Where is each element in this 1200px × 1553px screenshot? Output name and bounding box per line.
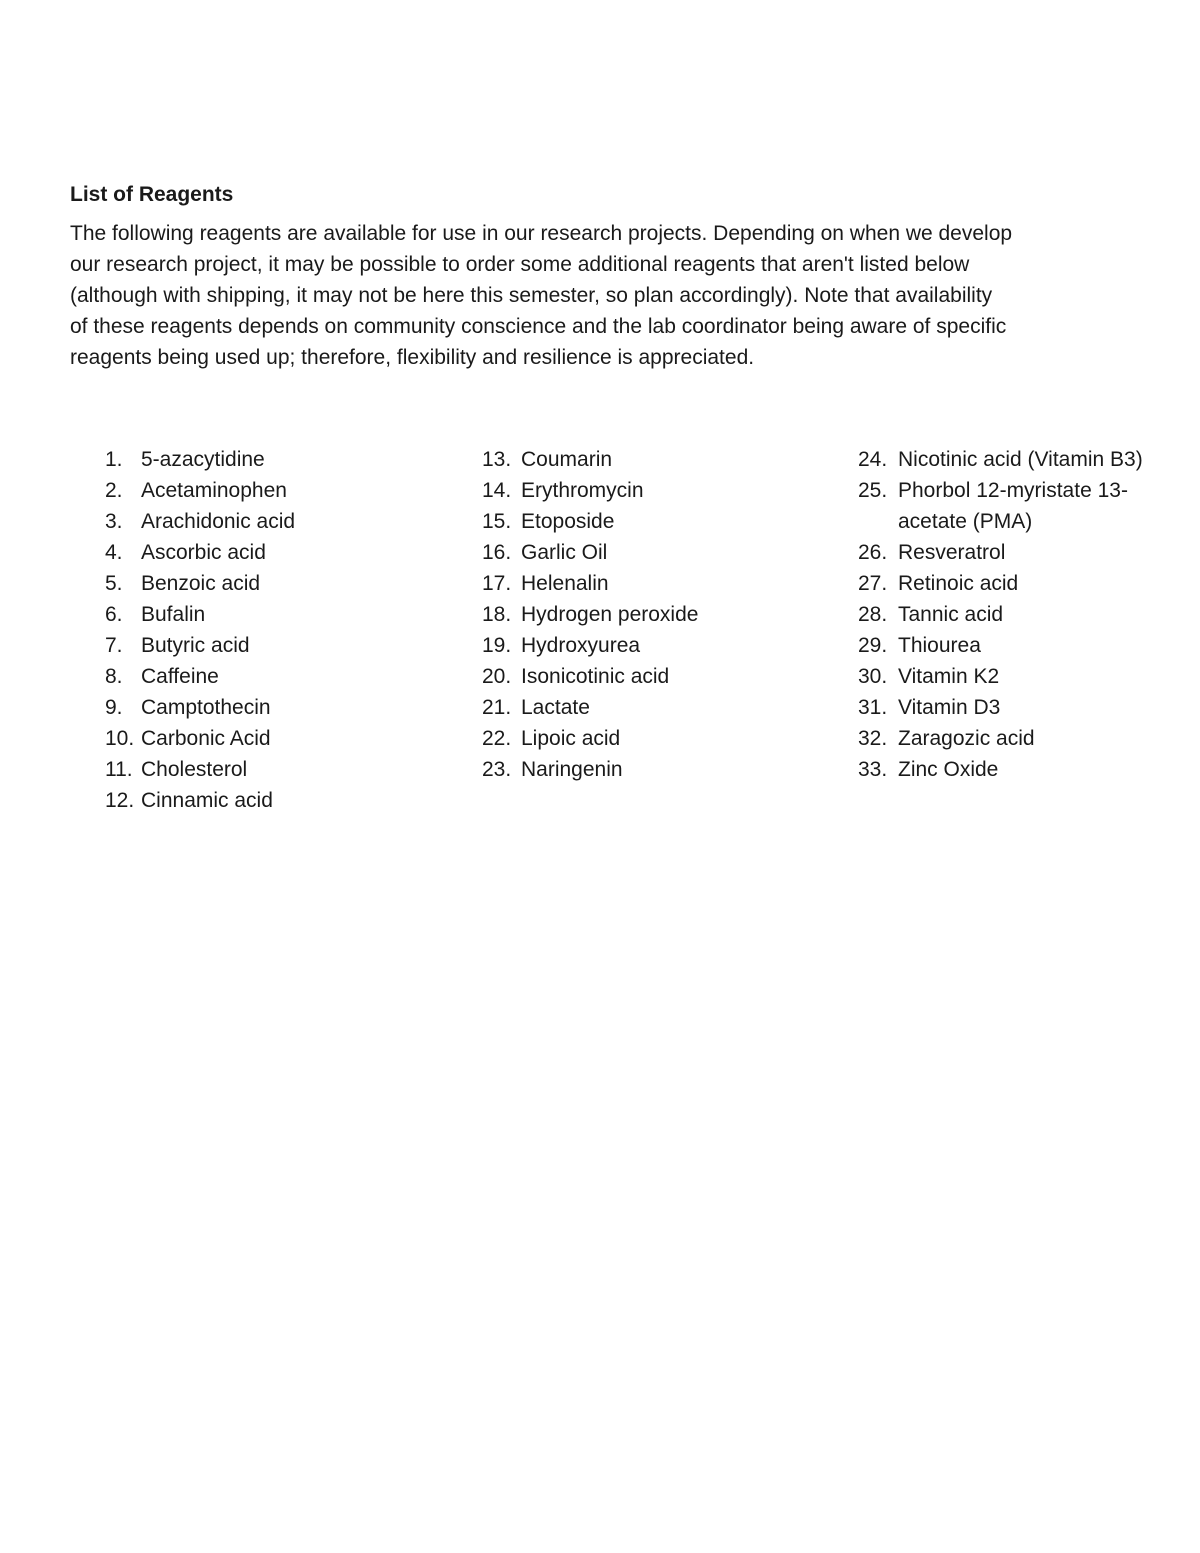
list-item	[482, 692, 822, 723]
list-item	[105, 661, 435, 692]
reagent-name: Lactate	[521, 696, 590, 719]
list-number: 11.	[105, 758, 133, 781]
intro-line: of these reagents depends on community conscience and the lab coordinator being aware of specific	[70, 315, 1007, 338]
reagent-name: Cinnamic acid	[141, 789, 273, 812]
list-item	[105, 754, 435, 785]
list-number: 3.	[105, 510, 123, 533]
list-number: 7.	[105, 634, 123, 657]
list-item	[482, 506, 822, 537]
list-item	[482, 475, 822, 506]
reagent-name: Acetaminophen	[141, 479, 287, 502]
list-number: 28.	[858, 603, 888, 626]
intro-line: reagents being used up; therefore, flexibility and resilience is appreciated.	[70, 346, 755, 369]
reagent-name: Tannic acid	[898, 603, 1004, 626]
reagent-name: Zaragozic acid	[898, 727, 1035, 750]
list-number: 10.	[105, 727, 135, 750]
list-number: 23.	[482, 758, 512, 781]
list-number: 18.	[482, 603, 512, 626]
reagent-name: Hydrogen peroxide	[521, 603, 699, 626]
reagent-name: 5-azacytidine	[141, 448, 265, 471]
list-number: 5.	[105, 572, 123, 595]
list-number: 2.	[105, 479, 123, 502]
intro-line: The following reagents are available for use in our research projects. Depending on when we develop	[70, 222, 1013, 245]
reagent-name: Resveratrol	[898, 541, 1006, 564]
list-number: 9.	[105, 696, 123, 719]
list-number: 6.	[105, 603, 123, 626]
list-number: 20.	[482, 665, 512, 688]
reagent-name: Garlic Oil	[521, 541, 608, 564]
reagent-name: Vitamin K2	[898, 665, 1000, 688]
list-item	[482, 537, 822, 568]
list-item	[482, 599, 822, 630]
list-item	[482, 661, 822, 692]
list-number: 16.	[482, 541, 512, 564]
list-item	[105, 568, 435, 599]
reagent-list-column-2	[482, 444, 822, 785]
list-item	[105, 475, 435, 506]
list-item	[105, 537, 435, 568]
reagent-name: Erythromycin	[521, 479, 644, 502]
list-item	[105, 692, 435, 723]
list-number: 27.	[858, 572, 888, 595]
reagent-name: Carbonic Acid	[141, 727, 271, 750]
reagent-name: Camptothecin	[141, 696, 271, 719]
reagent-name: Helenalin	[521, 572, 609, 595]
list-item	[858, 754, 1148, 785]
reagent-name: Arachidonic acid	[141, 510, 296, 533]
intro-line: (although with shipping, it may not be here this semester, so plan accordingly). Note that availability	[70, 284, 993, 307]
list-item	[858, 475, 1148, 537]
reagent-name: Retinoic acid	[898, 572, 1019, 595]
reagent-list-column-3	[858, 444, 1148, 785]
reagent-name: Naringenin	[521, 758, 623, 781]
reagent-name: Coumarin	[521, 448, 613, 471]
list-item	[858, 661, 1148, 692]
list-item	[482, 444, 822, 475]
reagent-name: Nicotinic acid (Vitamin B3)	[898, 448, 1143, 471]
list-item	[105, 506, 435, 537]
list-number: 14.	[482, 479, 512, 502]
list-item	[482, 754, 822, 785]
list-item	[105, 785, 435, 816]
list-number: 22.	[482, 727, 512, 750]
intro-line: our research project, it may be possible to order some additional reagents that aren't listed below	[70, 253, 970, 276]
list-item	[482, 568, 822, 599]
reagent-name: Butyric acid	[141, 634, 250, 657]
list-number: 21.	[482, 696, 512, 719]
reagent-name: Benzoic acid	[141, 572, 261, 595]
reagent-name: Vitamin D3	[898, 696, 1001, 719]
list-number: 17.	[482, 572, 512, 595]
list-item	[858, 537, 1148, 568]
reagent-name: Hydroxyurea	[521, 634, 641, 657]
reagent-list-column-1	[105, 444, 435, 816]
list-number: 15.	[482, 510, 512, 533]
reagent-name: Caffeine	[141, 665, 219, 688]
list-item	[105, 630, 435, 661]
list-number: 13.	[482, 448, 512, 471]
list-number: 31.	[858, 696, 888, 719]
list-number: 4.	[105, 541, 123, 564]
reagent-name: Zinc Oxide	[898, 758, 999, 781]
list-item	[858, 723, 1148, 754]
reagent-name: Ascorbic acid	[141, 541, 266, 564]
reagent-name: Isonicotinic acid	[521, 665, 670, 688]
list-item	[105, 599, 435, 630]
list-number: 19.	[482, 634, 512, 657]
list-item	[105, 444, 435, 475]
list-item	[858, 568, 1148, 599]
list-number: 1.	[105, 448, 123, 471]
reagent-name: Thiourea	[898, 634, 981, 657]
list-number: 12.	[105, 789, 135, 812]
list-number: 25.	[858, 479, 888, 502]
list-item	[482, 723, 822, 754]
reagent-name: Phorbol 12-myristate 13-acetate (PMA)	[898, 479, 1128, 533]
list-item	[858, 599, 1148, 630]
list-item	[858, 692, 1148, 723]
list-item	[105, 723, 435, 754]
reagent-name: Bufalin	[141, 603, 206, 626]
reagent-name: Etoposide	[521, 510, 615, 533]
list-number: 26.	[858, 541, 888, 564]
list-item	[482, 630, 822, 661]
list-number: 32.	[858, 727, 888, 750]
list-number: 29.	[858, 634, 888, 657]
list-number: 8.	[105, 665, 123, 688]
page-title: List of Reagents	[70, 183, 234, 206]
list-number: 24.	[858, 448, 888, 471]
list-item	[858, 444, 1148, 475]
list-number: 30.	[858, 665, 888, 688]
list-item	[858, 630, 1148, 661]
reagent-name: Lipoic acid	[521, 727, 621, 750]
reagent-name: Cholesterol	[141, 758, 248, 781]
list-number: 33.	[858, 758, 888, 781]
intro-paragraph	[70, 218, 1140, 373]
